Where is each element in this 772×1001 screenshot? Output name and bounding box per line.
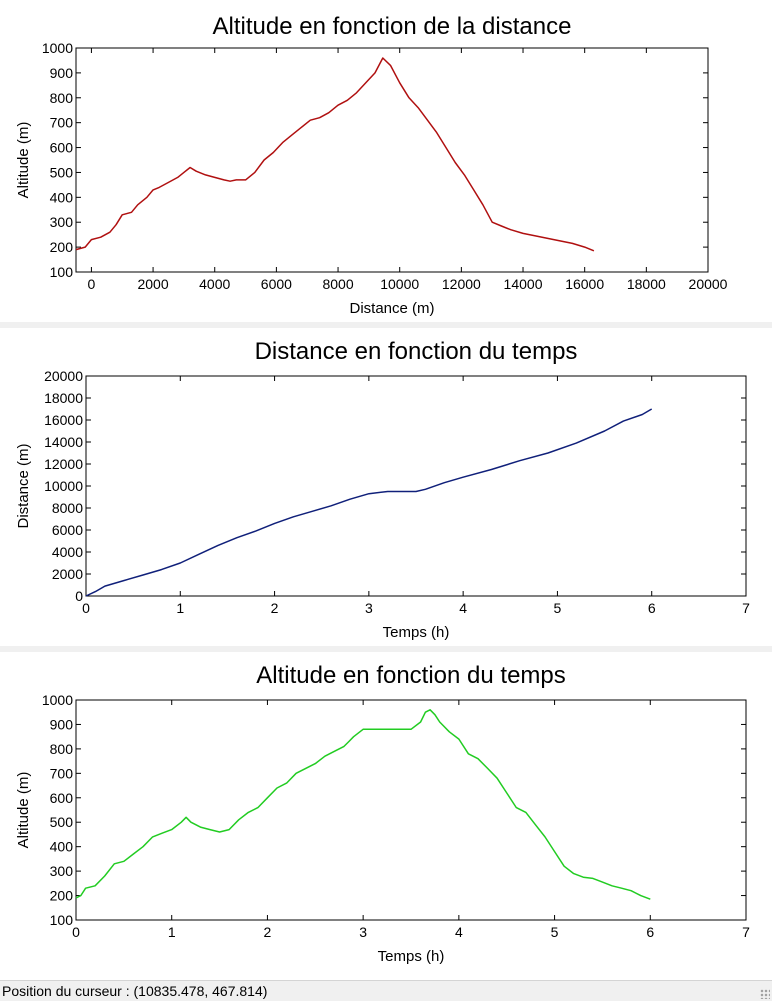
- x-tick-label: 3: [364, 600, 373, 616]
- x-tick-label: 1: [176, 600, 185, 616]
- chart-panel-altitude-time: [0, 652, 772, 980]
- y-tick-label: 300: [49, 214, 73, 231]
- y-tick-label: 100: [49, 912, 73, 928]
- y-tick-label: 600: [49, 139, 73, 156]
- x-tick-label: 6: [647, 600, 656, 616]
- y-tick-label: 200: [49, 887, 73, 904]
- y-tick-label: 300: [49, 863, 73, 880]
- y-tick-label: 800: [49, 89, 73, 106]
- y-tick-label: 400: [49, 189, 73, 206]
- y-tick-label: 4000: [51, 544, 83, 560]
- chart-altitude-vs-distance: [0, 0, 772, 322]
- x-tick-label: 18000: [626, 276, 666, 292]
- x-tick-label: 7: [742, 600, 750, 616]
- plot-area[interactable]: [86, 376, 746, 596]
- y-tick-label: 500: [49, 814, 73, 831]
- x-axis-label: Distance (m): [349, 300, 435, 317]
- y-tick-label: 800: [49, 740, 73, 757]
- x-tick-label: 4000: [199, 276, 231, 292]
- x-tick-label: 14000: [503, 276, 543, 292]
- x-tick-label: 2: [263, 924, 272, 940]
- x-tick-label: 4: [459, 600, 468, 616]
- x-axis-label: Temps (h): [377, 948, 445, 965]
- x-tick-label: 0: [72, 924, 80, 940]
- x-tick-label: 0: [87, 276, 96, 292]
- y-tick-label: 14000: [44, 434, 83, 450]
- x-tick-label: 2: [270, 600, 279, 616]
- x-tick-label: 12000: [441, 276, 481, 292]
- x-tick-label: 10000: [380, 276, 420, 292]
- y-axis-label: Altitude (m): [15, 121, 32, 199]
- x-tick-label: 3: [359, 924, 368, 940]
- x-tick-label: 5: [550, 924, 559, 940]
- chart-title: Altitude en fonction du temps: [256, 662, 566, 689]
- x-tick-label: 7: [742, 924, 750, 940]
- y-tick-label: 200: [49, 239, 73, 256]
- x-tick-label: 1: [167, 924, 176, 940]
- x-axis-label: Temps (h): [382, 624, 450, 641]
- y-tick-label: 700: [49, 765, 73, 782]
- cursor-position-text: Position du curseur : (10835.478, 467.814): [2, 983, 268, 999]
- status-bar: [0, 980, 772, 1001]
- y-tick-label: 20000: [44, 368, 83, 384]
- chart-panel-altitude-distance: [0, 0, 772, 322]
- y-tick-label: 1000: [41, 692, 73, 708]
- y-tick-label: 2000: [51, 566, 83, 582]
- y-tick-label: 900: [49, 716, 73, 733]
- chart-altitude-vs-time: [0, 652, 772, 980]
- y-tick-label: 600: [49, 789, 73, 806]
- y-tick-label: 8000: [51, 500, 83, 516]
- chart-distance-vs-time: [0, 328, 772, 646]
- x-tick-label: 2000: [137, 276, 169, 292]
- plot-area[interactable]: [76, 48, 708, 272]
- x-tick-label: 16000: [565, 276, 605, 292]
- y-axis-label: Altitude (m): [15, 771, 32, 849]
- x-tick-label: 5: [553, 600, 562, 616]
- chart-title: Distance en fonction du temps: [254, 338, 578, 365]
- y-tick-label: 6000: [51, 522, 83, 538]
- y-axis-label: Distance (m): [15, 443, 32, 529]
- chart-title: Altitude en fonction de la distance: [212, 13, 572, 40]
- resize-grip[interactable]: [760, 989, 770, 999]
- y-tick-label: 10000: [44, 478, 83, 494]
- chart-panel-distance-time: [0, 328, 772, 646]
- y-tick-label: 18000: [44, 390, 83, 406]
- x-tick-label: 6000: [260, 276, 292, 292]
- y-tick-label: 900: [49, 64, 73, 81]
- y-tick-label: 100: [49, 264, 73, 280]
- y-tick-label: 1000: [41, 40, 73, 56]
- y-tick-label: 0: [75, 588, 83, 604]
- x-tick-label: 6: [646, 924, 655, 940]
- x-tick-label: 20000: [688, 276, 728, 292]
- y-tick-label: 500: [49, 164, 73, 181]
- x-tick-label: 0: [82, 600, 90, 616]
- y-tick-label: 12000: [44, 456, 83, 472]
- y-tick-label: 16000: [44, 412, 83, 428]
- y-tick-label: 700: [49, 114, 73, 131]
- x-tick-label: 4: [454, 924, 463, 940]
- x-tick-label: 8000: [322, 276, 354, 292]
- plot-area[interactable]: [76, 700, 746, 920]
- y-tick-label: 400: [49, 838, 73, 855]
